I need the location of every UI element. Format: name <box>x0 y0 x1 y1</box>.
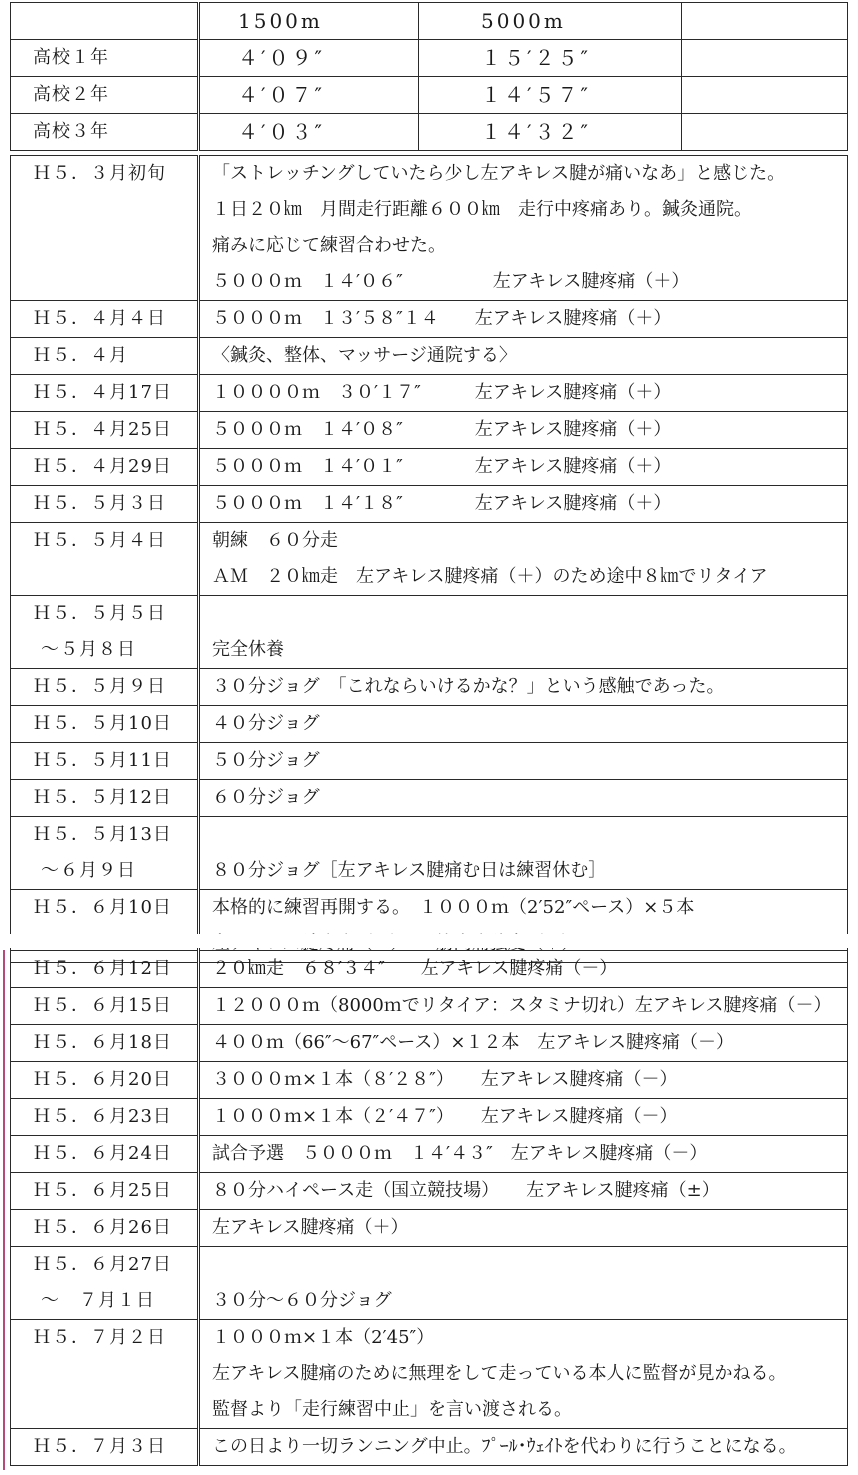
log-note-line: ＡＭ ２０㎞走 左アキレス腱疼痛（＋）のため途中８㎞でリタイア <box>212 566 768 587</box>
log-date: Ｈ５．４月29日 <box>33 456 172 477</box>
log-date: Ｈ５．５月12日 <box>33 787 172 808</box>
records-corner-cell <box>11 3 199 40</box>
log-note-cell <box>199 669 848 706</box>
log-note-line: １２０００ｍ（8000ｍでリタイア：スタミナ切れ）左アキレス腱疼痛（－） <box>212 995 832 1016</box>
log-row <box>11 817 848 890</box>
log-date: Ｈ５．６月27日 <box>33 1254 172 1275</box>
margin-line <box>3 950 5 1470</box>
log-date: Ｈ５．７月２日 <box>33 1327 166 1348</box>
log-date: Ｈ５．５月11日 <box>33 750 172 771</box>
log-note-cell <box>199 1247 848 1320</box>
log-date: Ｈ５．６月25日 <box>33 1180 172 1201</box>
records-row-label: 高校３年 <box>11 114 199 151</box>
log-note-cell <box>199 301 848 338</box>
log-date: Ｈ５．７月３日 <box>33 1436 166 1457</box>
log-note-line: 試合予選 ５０００ｍ １４′４３″ 左アキレス腱疼痛（－） <box>212 1143 708 1164</box>
log-note-line: ８０分ハイペース走（国立競技場） 左アキレス腱疼痛（±） <box>212 1180 720 1201</box>
log-note-cell <box>199 1136 848 1173</box>
log-note-cell <box>199 780 848 817</box>
log-row <box>11 1173 848 1210</box>
records-row <box>11 77 848 114</box>
log-note-cell <box>199 1062 848 1099</box>
records-row <box>11 40 848 77</box>
log-date-cell <box>11 523 199 596</box>
header-5000m: 5000m <box>419 3 682 40</box>
log-date-cell <box>11 412 199 449</box>
log-date-cell <box>11 951 199 988</box>
log-date-cell <box>11 375 199 412</box>
records-row <box>11 114 848 151</box>
log-note-line: ３０００ｍ×１本（８′２８″） 左アキレス腱疼痛（－） <box>212 1069 678 1090</box>
records-empty-cell <box>682 40 848 77</box>
log-note-line: 「ストレッチングしていたら少し左アキレス腱が痛いなあ」と感じた。 <box>212 163 786 184</box>
log-note-line: １００００ｍ ３０′１７″ 左アキレス腱疼痛（＋） <box>212 382 672 403</box>
log-date: Ｈ５．６月24日 <box>33 1143 172 1164</box>
log-note-line: この日より一切ランニング中止。ﾌﾟｰﾙ･ｳｪｲﾄを代わりに行うことになる。 <box>212 1436 797 1457</box>
records-1500m-value: ４′０３″ <box>199 114 419 151</box>
log-note-line: ５０００ｍ １４′０６″ 左アキレス腱疼痛（＋） <box>212 271 690 292</box>
log-row <box>11 338 848 375</box>
log-note-cell <box>199 412 848 449</box>
log-row <box>11 1210 848 1247</box>
log-date: Ｈ５．５月３日 <box>33 493 166 514</box>
log-date-cell <box>11 486 199 523</box>
log-date-cell <box>11 743 199 780</box>
log-date-cell <box>11 669 199 706</box>
log-row <box>11 1025 848 1062</box>
records-1500m-value: ４′０９″ <box>199 40 419 77</box>
records-5000m-value: １５′２５″ <box>419 40 682 77</box>
log-date: Ｈ５．６月10日 <box>33 897 172 918</box>
log-date-cell <box>11 706 199 743</box>
log-row <box>11 951 848 988</box>
log-date-cell <box>11 596 199 669</box>
records-row-label: 高校２年 <box>11 77 199 114</box>
log-date: Ｈ５．６月23日 <box>33 1106 172 1127</box>
log-date-cell <box>11 988 199 1025</box>
records-empty-cell <box>682 77 848 114</box>
log-row <box>11 1099 848 1136</box>
log-row <box>11 669 848 706</box>
log-note-line: １日２０㎞ 月間走行距離６００㎞ 走行中疼痛あり。鍼灸通院。 <box>212 199 752 220</box>
log-note-cell <box>199 1173 848 1210</box>
log-note-cell <box>199 523 848 596</box>
log-date-cell <box>11 1025 199 1062</box>
log-note-line: ４０分ジョグ <box>212 713 320 734</box>
log-note-line: ４００ｍ（66″～67″ペース）×１２本 左アキレス腱疼痛（－） <box>212 1032 734 1053</box>
log-note-line: １０００ｍ×１本（2′45″） <box>212 1327 435 1348</box>
log-note-cell <box>199 596 848 669</box>
log-note-line: ５０００ｍ １４′０１″ 左アキレス腱疼痛（＋） <box>212 456 672 477</box>
log-note-cell <box>199 1210 848 1247</box>
log-date-cell <box>11 1173 199 1210</box>
log-date-cell <box>11 1429 199 1466</box>
log-date-cell <box>11 1247 199 1320</box>
records-empty-cell <box>682 114 848 151</box>
log-note-cell <box>199 706 848 743</box>
log-date: Ｈ５．６月15日 <box>33 995 172 1016</box>
log-note-line <box>212 1247 847 1283</box>
log-row <box>11 1247 848 1320</box>
log-note-line: ３０分～６０分ジョグ <box>212 1290 392 1311</box>
log-date: Ｈ５．６月26日 <box>33 1217 172 1238</box>
log-note-cell <box>199 486 848 523</box>
log-note-cell <box>199 1429 848 1466</box>
log-row <box>11 449 848 486</box>
log-note-line: 〈鍼灸、整体、マッサージ通院する〉 <box>212 345 517 366</box>
log-note-cell <box>199 988 848 1025</box>
training-log-table-2 <box>10 950 848 1466</box>
log-date: Ｈ５．５月13日 <box>33 824 172 845</box>
log-row <box>11 1136 848 1173</box>
best-records-table <box>10 2 848 151</box>
log-note-line: ３０分ジョグ 「これならいけるかな？」という感触であった。 <box>212 676 725 697</box>
log-row <box>11 486 848 523</box>
log-note-line: １０００ｍ×１本（２′４７″） 左アキレス腱疼痛（－） <box>212 1106 678 1127</box>
log-note-line: ５０分ジョグ <box>212 750 320 771</box>
log-row <box>11 706 848 743</box>
log-date: Ｈ５．４月 <box>33 345 128 366</box>
log-date: ～５月８日 <box>41 639 136 660</box>
header-1500m: 1500m <box>199 3 419 40</box>
log-date-cell <box>11 817 199 890</box>
log-row <box>11 156 848 301</box>
log-date: Ｈ５．３月初旬 <box>33 163 166 184</box>
log-row <box>11 743 848 780</box>
log-note-line: ５０００ｍ １３′５８″１４ 左アキレス腱疼痛（＋） <box>212 308 672 329</box>
page-break <box>10 934 848 948</box>
log-date-cell <box>11 449 199 486</box>
log-date-cell <box>11 1062 199 1099</box>
log-date-cell <box>11 338 199 375</box>
log-row <box>11 988 848 1025</box>
log-note-line: ６０分ジョグ <box>212 787 320 808</box>
log-note-cell <box>199 1099 848 1136</box>
log-note-line: ２０㎞走 ６８′３４″ 左アキレス腱疼痛（－） <box>212 958 618 979</box>
log-note-line: 監督より「走行練習中止」を言い渡される。 <box>212 1399 572 1420</box>
log-row <box>11 1320 848 1429</box>
records-5000m-value: １４′３２″ <box>419 114 682 151</box>
log-date: ～ ７月１日 <box>41 1290 155 1311</box>
log-note-cell <box>199 156 848 301</box>
log-row <box>11 375 848 412</box>
log-date: Ｈ５．６月18日 <box>33 1032 172 1053</box>
log-note-cell <box>199 449 848 486</box>
log-note-cell <box>199 375 848 412</box>
records-5000m-value: １４′５７″ <box>419 77 682 114</box>
records-header-row <box>11 3 848 40</box>
log-note-cell <box>199 951 848 988</box>
log-row <box>11 596 848 669</box>
log-note-cell <box>199 1320 848 1429</box>
log-note-cell <box>199 1025 848 1062</box>
log-date: Ｈ５．５月10日 <box>33 713 172 734</box>
training-log-table-1 <box>10 155 848 963</box>
log-note-line: 左アキレス腱痛のために無理をして走っている本人に監督が見かねる。 <box>212 1363 787 1384</box>
log-date: Ｈ５．６月12日 <box>33 958 172 979</box>
log-date: Ｈ５．４月25日 <box>33 419 172 440</box>
log-date: Ｈ５．４月４日 <box>33 308 166 329</box>
log-note-line: 朝練 ６０分走 <box>212 530 338 551</box>
log-row <box>11 301 848 338</box>
log-date-cell <box>11 1136 199 1173</box>
log-date-cell <box>11 780 199 817</box>
log-date-cell <box>11 1320 199 1429</box>
log-note-cell <box>199 817 848 890</box>
log-row <box>11 1062 848 1099</box>
log-date: Ｈ５．４月17日 <box>33 382 172 403</box>
log-row <box>11 523 848 596</box>
log-date: ～６月９日 <box>41 860 136 881</box>
log-note-line: 完全休養 <box>212 639 284 660</box>
log-date-cell <box>11 301 199 338</box>
log-note-line: 左アキレス腱疼痛（＋） <box>212 1217 409 1238</box>
records-empty-cell <box>682 3 848 40</box>
log-note-line: ５０００ｍ １４′１８″ 左アキレス腱疼痛（＋） <box>212 493 672 514</box>
log-date: Ｈ５．５月５日 <box>33 603 166 624</box>
log-note-cell <box>199 338 848 375</box>
records-row-label: 高校１年 <box>11 40 199 77</box>
log-row <box>11 1429 848 1466</box>
log-row <box>11 412 848 449</box>
log-note-line: 本格的に練習再開する。 １０００ｍ（2′52″ペース）×５本 <box>212 897 695 918</box>
log-note-cell <box>199 743 848 780</box>
log-note-line <box>212 817 847 853</box>
log-date: Ｈ５．６月20日 <box>33 1069 172 1090</box>
log-note-line: 痛みに応じて練習合わせた。 <box>212 235 446 256</box>
log-date-cell <box>11 156 199 301</box>
records-1500m-value: ４′０７″ <box>199 77 419 114</box>
log-note-line <box>212 596 847 632</box>
log-note-line: ５０００ｍ １４′０８″ 左アキレス腱疼痛（＋） <box>212 419 672 440</box>
log-row <box>11 780 848 817</box>
log-date: Ｈ５．５月４日 <box>33 530 166 551</box>
log-note-line: ８０分ジョグ［左アキレス腱痛む日は練習休む］ <box>212 860 607 881</box>
log-date-cell <box>11 1099 199 1136</box>
log-date-cell <box>11 1210 199 1247</box>
log-date: Ｈ５．５月９日 <box>33 676 166 697</box>
